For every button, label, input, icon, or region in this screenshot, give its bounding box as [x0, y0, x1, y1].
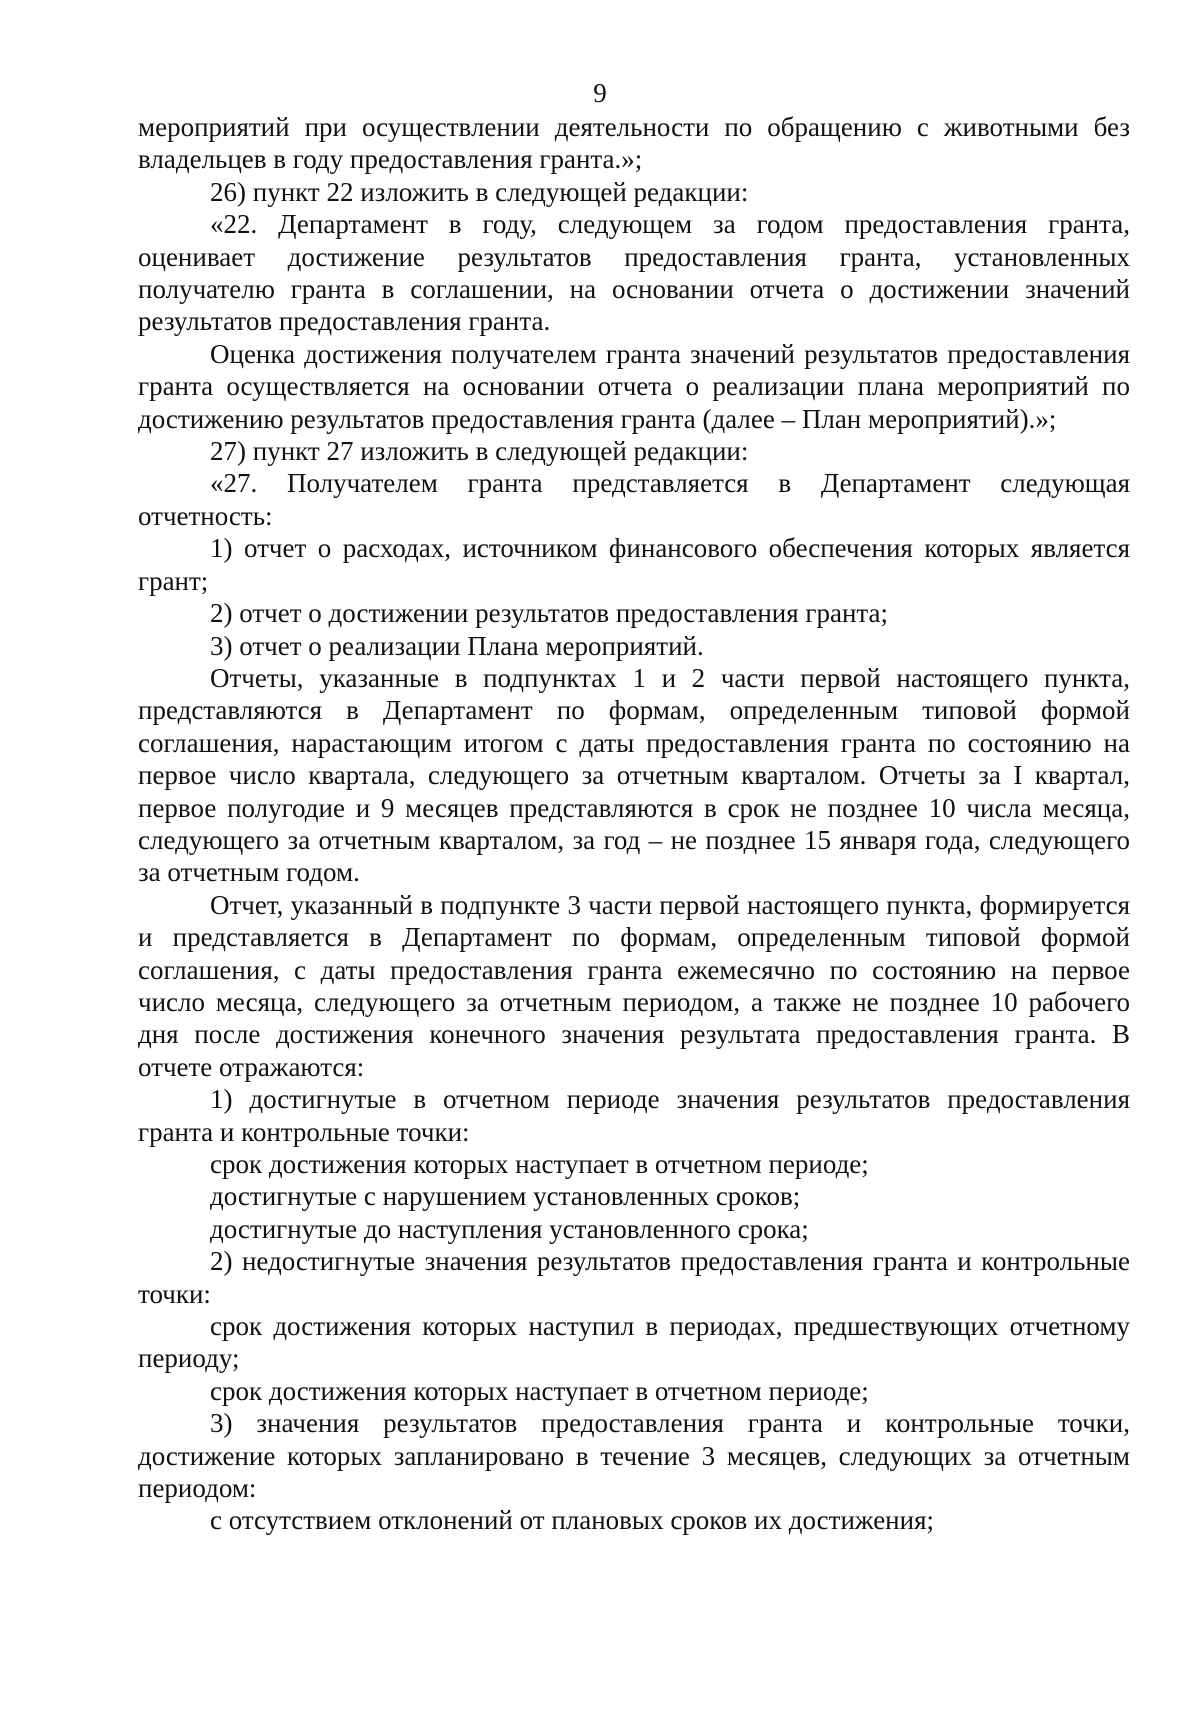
paragraph-clause-27: «27. Получателем гранта представляется в Департамент следующая отчетность:: [138, 468, 1130, 531]
paragraph-item-27: 27) пункт 27 изложить в следующей редакции:: [210, 436, 749, 467]
page-number: 9: [593, 78, 607, 108]
list-item-unachieved-values: 2) недостигнутые значения результатов предоставления гранта и контрольные точки:: [138, 1246, 1130, 1309]
sub-item-no-deviation: с отсутствием отклонений от плановых сроков их достижения;: [210, 1505, 934, 1536]
list-item-report-plan: 3) отчет о реализации Плана мероприятий.: [210, 630, 704, 661]
sub-item-due-in-period: срок достижения которых наступает в отчетном периоде;: [210, 1149, 869, 1179]
document-body: [138, 111, 1130, 1537]
list-item-planned-values: 3) значения результатов предоставления гранта и контрольные точки, достижение которых запланировано в течение 3 месяцев, следующих за отчетным периодом:: [138, 1408, 1130, 1504]
sub-item-achieved-early: достигнутые до наступления установленного срока;: [210, 1213, 809, 1244]
paragraph-item-26: 26) пункт 22 изложить в следующей редакции:: [210, 176, 749, 207]
paragraph-plan-report: Отчет, указанный в подпункте 3 части первой настоящего пункта, формируется и представляется в Департамент по формам, определенным типовой формой соглашения, с даты предоставления гранта ежемесячно по состоянию на первое число месяца, следующего за отчетным периодом, а также не позднее 10 рабочего дня после достижения конечного значения результата предоставления гранта. В отчете отражаются:: [138, 889, 1130, 1082]
sub-item-due-current-period: срок достижения которых наступает в отчетном периоде;: [210, 1375, 869, 1406]
paragraph-clause-22: «22. Департамент в году, следующем за годом предоставления гранта, оценивает достижение результатов предоставления гранта, установленных получателю гранта в соглашении, на основании отчета о достижении значений результатов предоставления гранта.: [138, 209, 1130, 337]
paragraph-reporting-schedule: Отчеты, указанные в подпунктах 1 и 2 части первой настоящего пункта, представляются в Департамент по формам, определенным типовой формой соглашения, нарастающим итогом с даты предоставления гранта по состоянию на первое число квартала, следующего за отчетным кварталом. Отчеты за I квартал, первое полугодие и 9 месяцев представляются в срок не позднее 10 числа месяца, следующего за отчетным кварталом, за год – не позднее 15 января года, следующего за отчетным годом.: [138, 662, 1130, 888]
sub-item-achieved-late: достигнутые с нарушением установленных сроков;: [210, 1181, 801, 1212]
paragraph-continuation: мероприятий при осуществлении деятельности по обращению с животными без владельцев в году предоставления гранта.»;: [138, 112, 1130, 175]
paragraph-assessment: Оценка достижения получателем гранта значений результатов предоставления гранта осуществляется на основании отчета о реализации плана мероприятий по достижению результатов предоставления гранта (далее – План мероприятий).»;: [138, 338, 1130, 434]
list-item-report-expenses: 1) отчет о расходах, источником финансового обеспечения которых является грант;: [138, 533, 1130, 596]
sub-item-due-previous-periods: срок достижения которых наступил в периодах, предшествующих отчетному периоду;: [138, 1311, 1130, 1374]
list-item-achieved-values: 1) достигнутые в отчетном периоде значения результатов предоставления гранта и контрольные точки:: [138, 1084, 1130, 1147]
list-item-report-results: 2) отчет о достижении результатов предоставления гранта;: [210, 598, 889, 629]
